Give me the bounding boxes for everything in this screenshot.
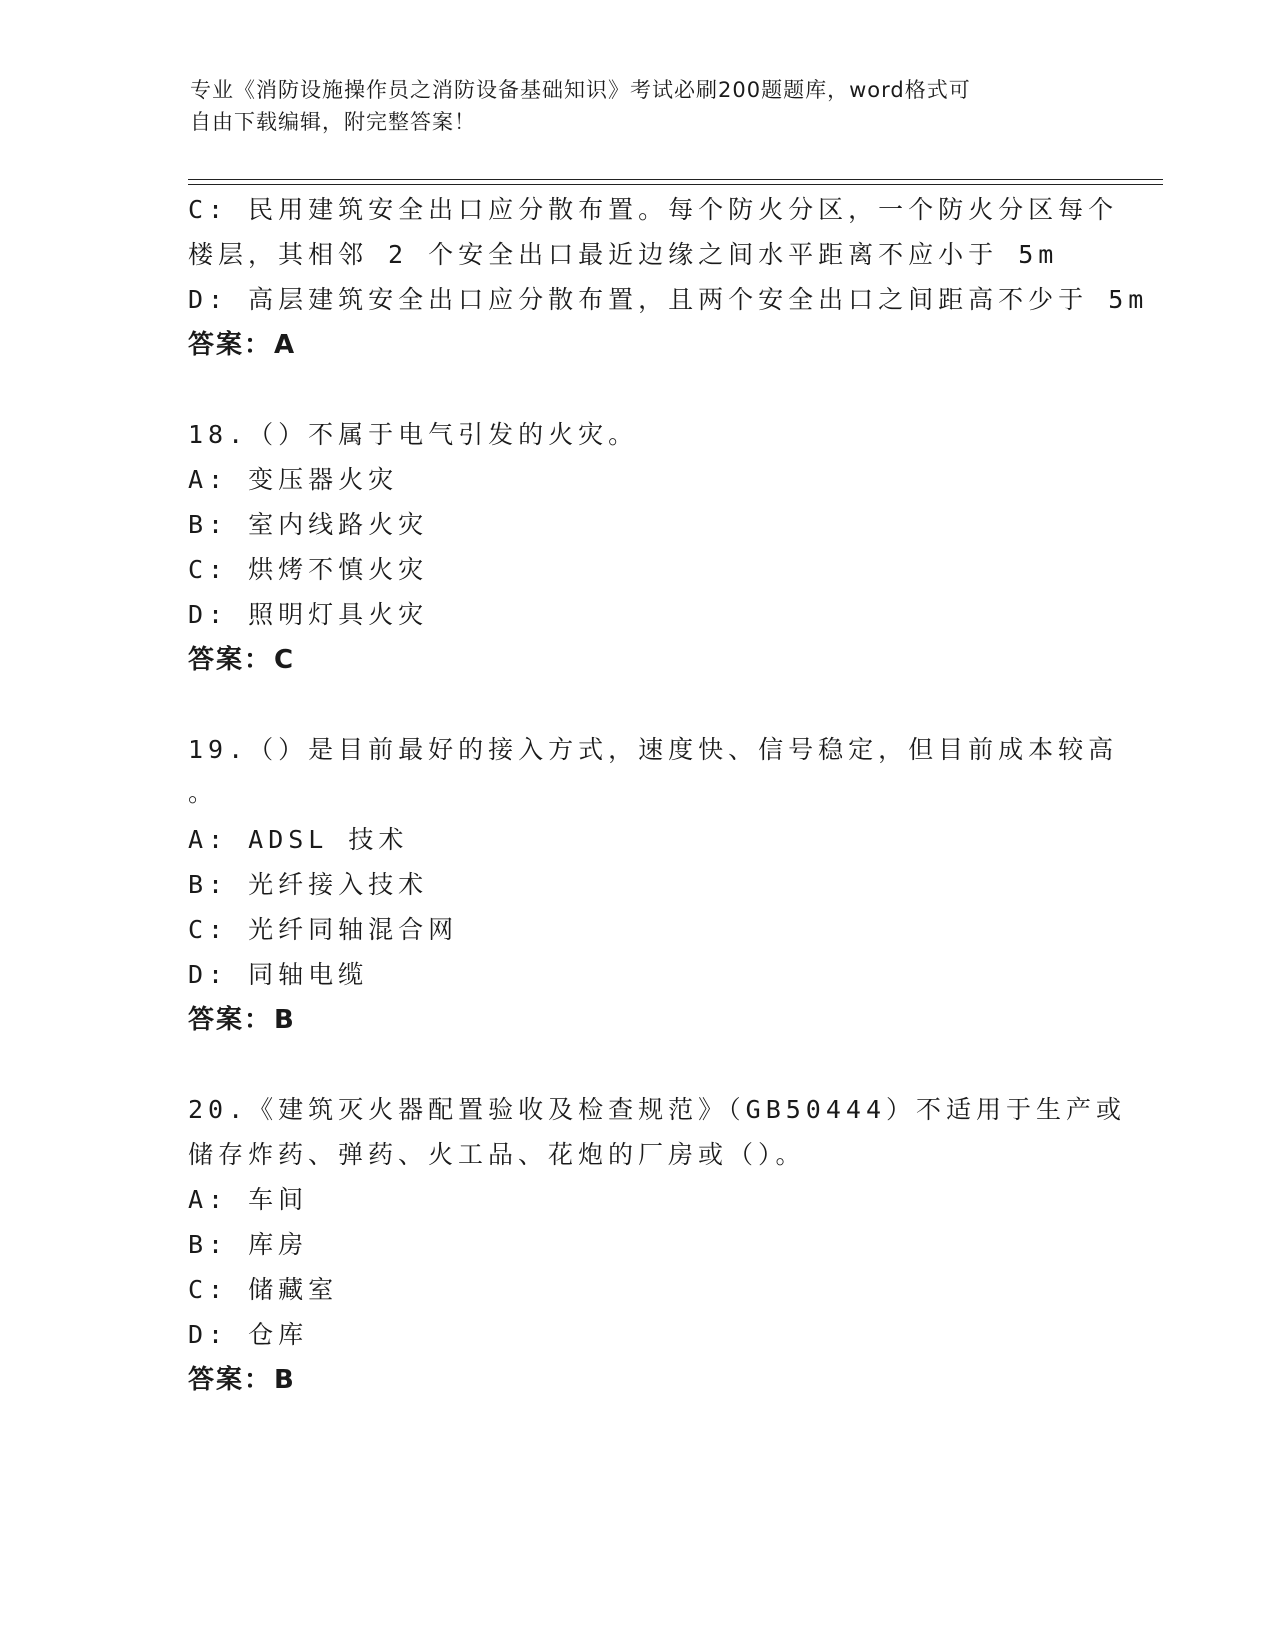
question-20-option-c: C: 储藏室	[188, 1275, 339, 1304]
question-20-option-b: B: 库房	[188, 1230, 309, 1259]
answer-line	[188, 330, 294, 360]
question-19-option-c: C: 光纤同轴混合网	[188, 915, 459, 944]
question-19-answer	[188, 1005, 294, 1035]
answer-value: B	[274, 1365, 294, 1395]
header-rule-bottom	[188, 184, 1163, 185]
question-19-stem-line-1: 19.（）是目前最好的接入方式，速度快、信号稳定，但目前成本较高	[188, 735, 1119, 764]
option-c-line-1: C: 民用建筑安全出口应分散布置。每个防火分区，一个防火分区每个	[188, 195, 1119, 224]
option-c-line-2: 楼层，其相邻 2 个安全出口最近边缘之间水平距离不应小于 5m	[188, 240, 1059, 269]
question-18-option-b: B: 室内线路火灾	[188, 510, 429, 539]
header-line-2: 自由下载编辑，附完整答案！	[190, 110, 476, 134]
question-19-stem-line-2: 。	[188, 778, 219, 807]
answer-value: C	[274, 645, 294, 675]
answer-label: 答案：	[188, 330, 273, 360]
question-19-option-b: B: 光纤接入技术	[188, 870, 429, 899]
answer-label: 答案：	[188, 1005, 273, 1035]
question-20-stem-line-2: 储存炸药、弹药、火工品、花炮的厂房或（）。	[188, 1140, 806, 1169]
answer-label: 答案：	[188, 645, 273, 675]
document-header	[190, 74, 1090, 138]
answer-value: B	[274, 1005, 294, 1035]
answer-label: 答案：	[188, 1365, 273, 1395]
question-19-option-d: D: 同轴电缆	[188, 960, 369, 989]
option-d: D: 高层建筑安全出口应分散布置，且两个安全出口之间距高不少于 5m	[188, 285, 1149, 314]
answer-value: A	[274, 330, 295, 360]
question-18-option-c: C: 烘烤不慎火灾	[188, 555, 429, 584]
question-20-option-a: A: 车间	[188, 1185, 309, 1214]
header-rule-top	[188, 179, 1163, 180]
question-20-option-d: D: 仓库	[188, 1320, 309, 1349]
question-18-option-a: A: 变压器火灾	[188, 465, 399, 494]
question-20-answer	[188, 1365, 294, 1395]
question-20-stem-line-1: 20.《建筑灭火器配置验收及检查规范》（GB50444）不适用于生产或	[188, 1095, 1127, 1124]
question-18-stem: 18.（）不属于电气引发的火灾。	[188, 420, 639, 449]
header-line-1: 专业《消防设施操作员之消防设备基础知识》考试必刷200题题库，word格式可	[190, 78, 971, 102]
question-19-option-a: A: ADSL 技术	[188, 825, 409, 854]
question-18-option-d: D: 照明灯具火灾	[188, 600, 429, 629]
question-18-answer	[188, 645, 293, 675]
